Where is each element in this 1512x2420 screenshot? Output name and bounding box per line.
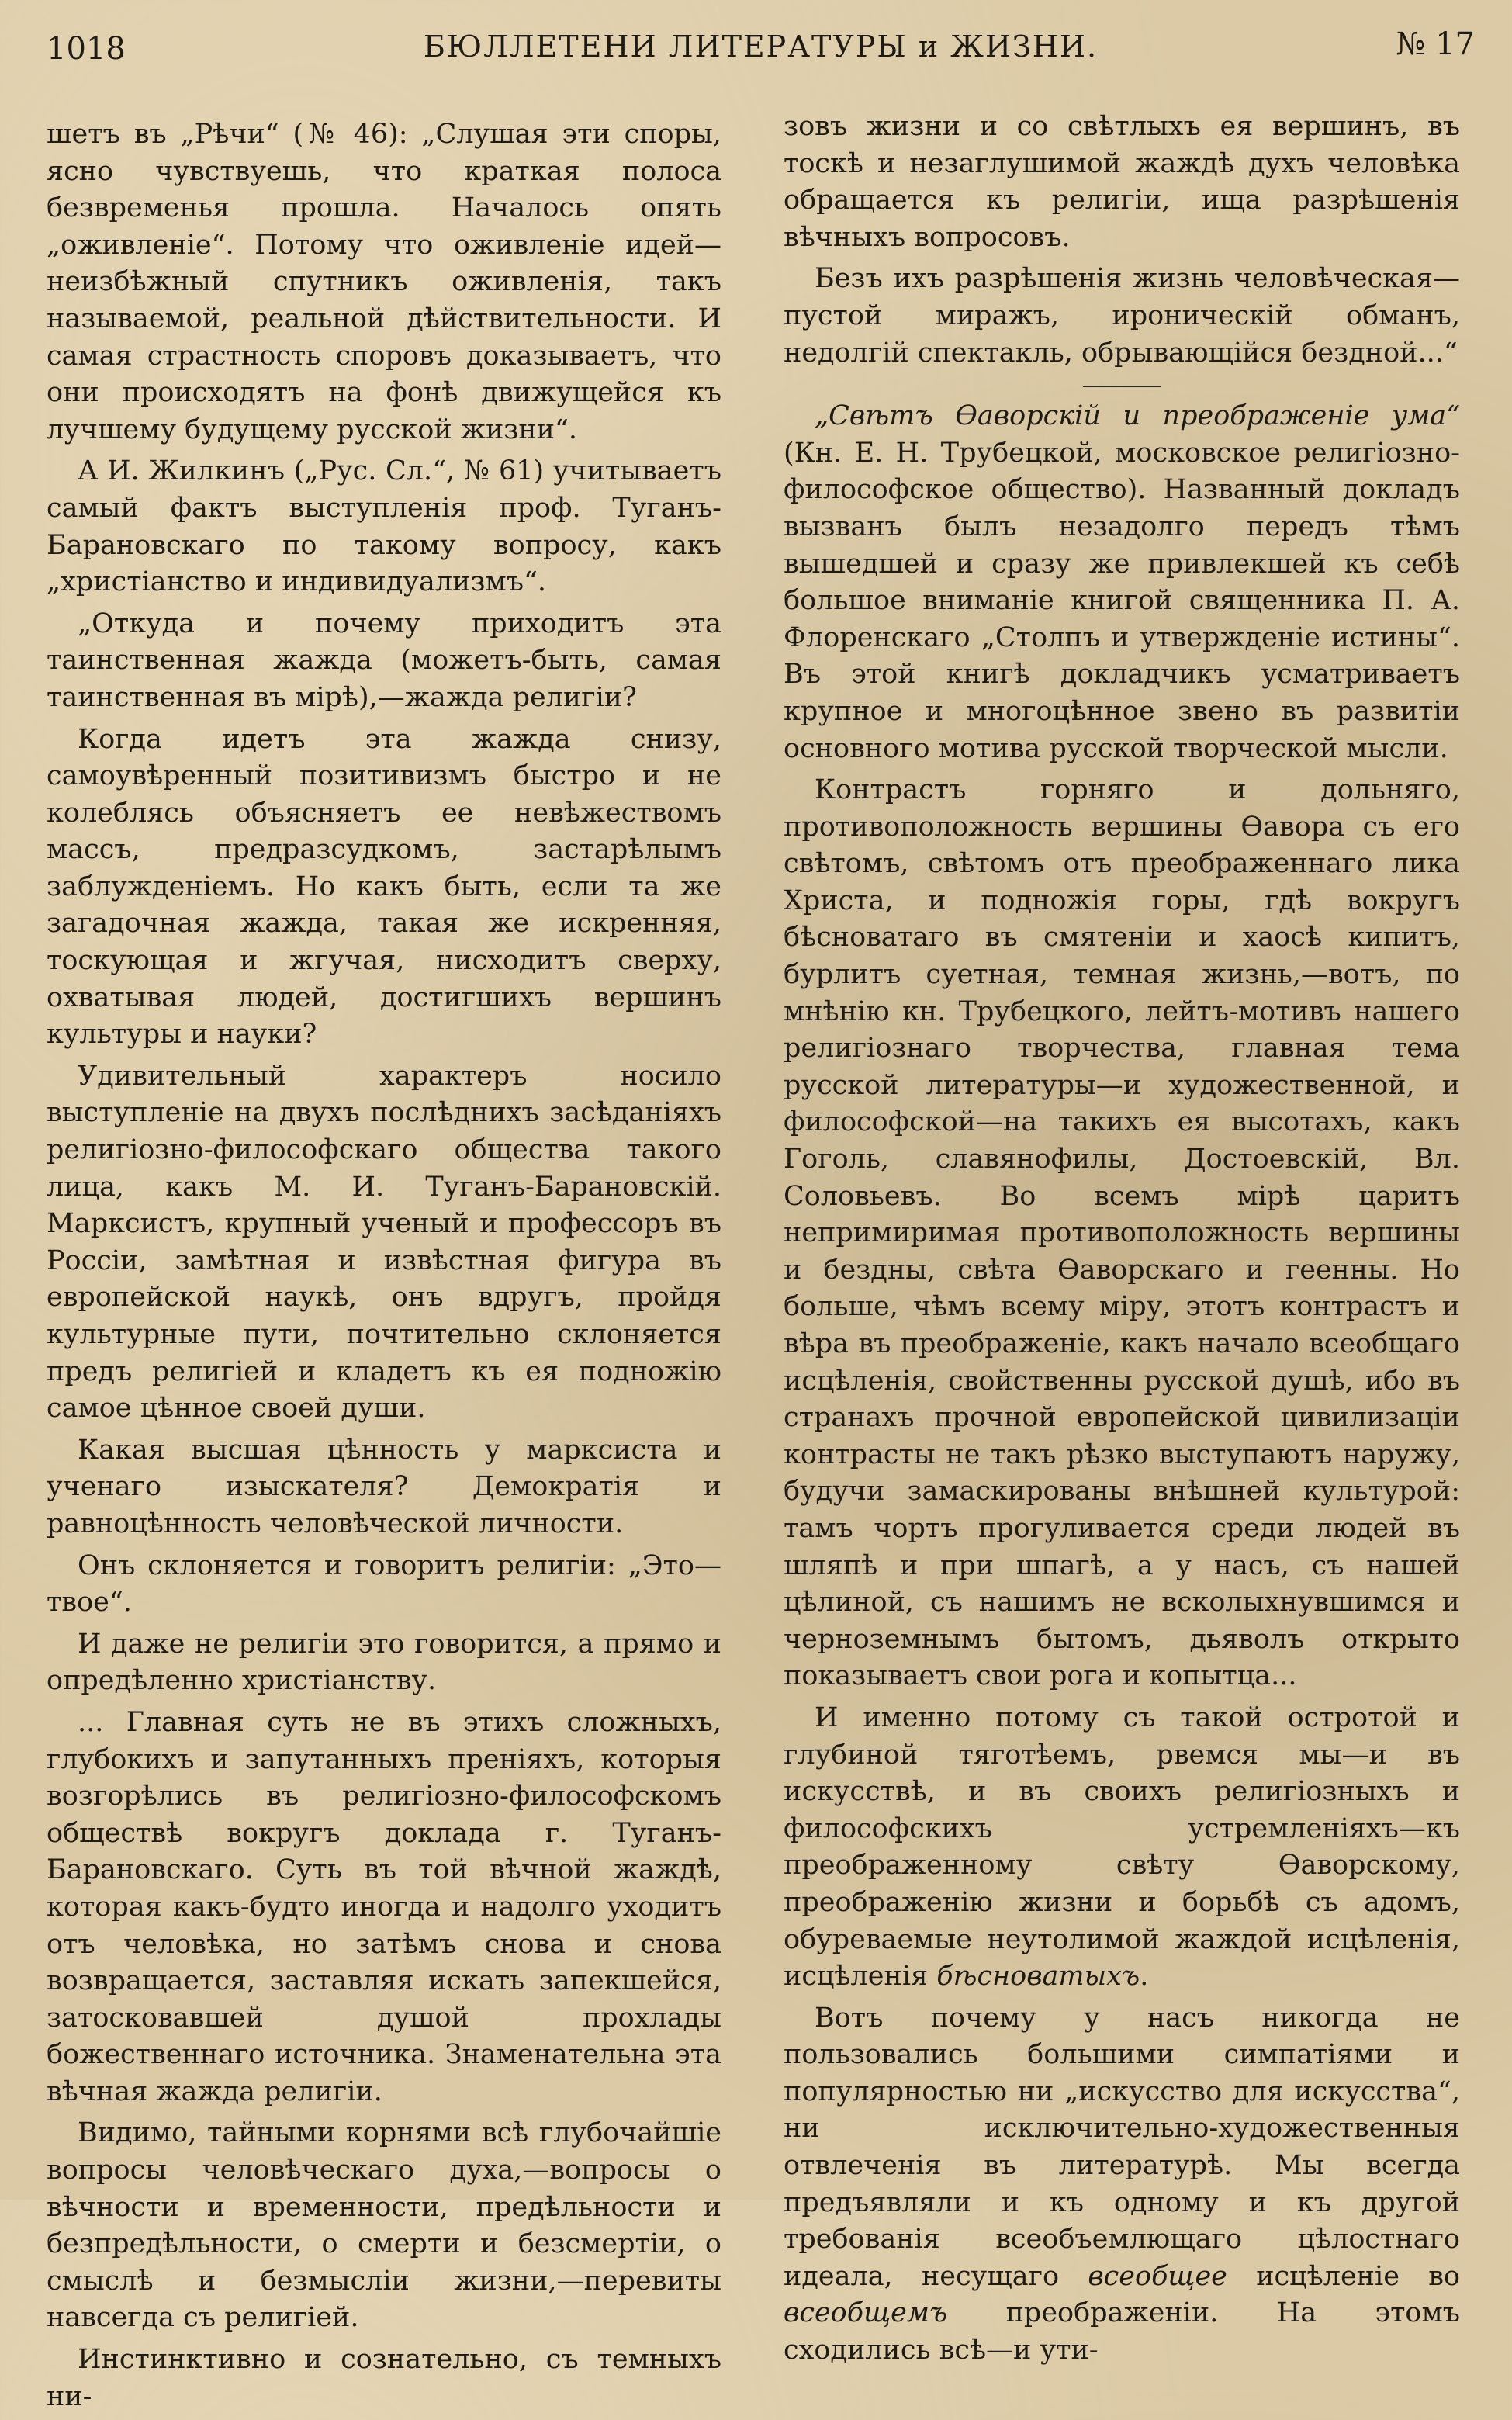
right-column (784, 109, 1460, 2374)
section-divider (1083, 386, 1161, 387)
paragraph-text: . (1140, 1961, 1149, 1992)
paragraph: Контрастъ горняго и дольняго, противоположность вершины Ѳавора съ его свѣтомъ, свѣтомъ отъ преображеннаго лика Христа, и подножія горы, гдѣ вокругъ бѣсноватаго въ смятеніи и хаосѣ кипитъ, бурлитъ суетная, темная жизнь,—вотъ, по мнѣнію кн. Трубецкого, лейтъ-мотивъ нашего религіознаго творчества, главная тема русской литературы—и художественной, и философской—на такихъ ея высотахъ, какъ Гоголь, славянофилы, Достоевскій, Вл. Соловьевъ. Во всемъ мірѣ царитъ непримиримая противоположность вершины и бездны, свѣта Ѳаворскаго и геенны. Но больше, чѣмъ всему міру, этотъ контрастъ и вѣра въ преображеніе, какъ начало всеобщаго исцѣленія, свойственны русской душѣ, ибо въ странахъ прочной европейской цивилизаціи контрасты не такъ рѣзко выступаютъ наружу, будучи замаскированы внѣшней культурой: тамъ чортъ прогуливается среди людей въ шляпѣ и при шпагѣ, а у насъ, съ нашей цѣлиной, съ нашимъ не всколыхнувшимся и черноземнымъ бытомъ, дьяволъ открыто показываетъ свои рога и копытца... (784, 774, 1460, 1692)
paragraph-text: И именно потому съ такой остротой и глубиной тяготѣемъ, рвемся мы—и въ искусствѣ, и въ своихъ религіозныхъ и философскихъ устремленіяхъ—къ преображенному свѣту Ѳаворскому, преображенію жизни и борьбѣ съ адомъ, обуреваемые неутолимой жаждой исцѣленія, исцѣленія (784, 1702, 1460, 1992)
issue-number: № 17 (1396, 26, 1475, 62)
emphasis: бѣсноватыхъ (936, 1961, 1140, 1992)
paragraph: ... Главная суть не въ этихъ сложныхъ, глубокихъ и запутанныхъ преніяхъ, которыя возгорѣлись въ религіозно-философскомъ обществѣ вокругъ доклада г. Туганъ-Барановскаго. Суть въ той вѣчной жаждѣ, которая какъ-будто иногда и надолго уходитъ отъ человѣка, но затѣмъ снова и снова возвращается, заставляя искать запекшейся, затосковавшей душой прохлады божественнаго источника. Знаменательна эта вѣчная жажда религіи. (47, 1706, 721, 2107)
paragraph: Онъ склоняется и говоритъ религіи: „Это—твое“. (47, 1549, 721, 1619)
paragraph: Удивительный характеръ носило выступленіе на двухъ послѣднихъ засѣданіяхъ религіозно-философскаго общества такого лица, какъ М. И. Туганъ-Барановскій. Марксистъ, крупный ученый и профессоръ въ Россіи, замѣтная и извѣстная фигура въ европейской наукѣ, онъ вдругъ, пройдя культурные пути, почтительно склоняется предъ религіей и кладетъ къ ея подножію самое цѣнное своей души. (47, 1060, 721, 1425)
section-title: „Свѣтъ Ѳаворскій и преображеніе ума“ (815, 400, 1460, 432)
paragraph: „Откуда и почему приходитъ эта таинственная жажда (можетъ-быть, самая таинственная въ мірѣ),—жажда религіи? (47, 608, 721, 713)
paragraph: А И. Жилкинъ („Рус. Сл.“, № 61) учитываетъ самый фактъ выступленія проф. Туганъ-Барановскаго по такому вопросу, какъ „христіанство и индивидуализмъ“. (47, 455, 721, 598)
left-column (47, 116, 721, 2420)
paragraph: Видимо, тайными корнями всѣ глубочайшіе вопросы человѣческаго духа,—вопросы о вѣчности и временности, предѣльности и безпредѣльности, о смерти и безсмертіи, о смыслѣ и безмысліи жизни,—перевиты навсегда съ религіей. (47, 2117, 721, 2334)
paragraph-text: исцѣленіе во (1227, 2260, 1460, 2292)
paragraph (784, 1700, 1460, 1996)
running-header (47, 26, 1475, 81)
section-paragraph (784, 398, 1460, 767)
emphasis: всеобщее (1088, 2260, 1227, 2292)
emphasis: всеобщемъ (784, 2297, 948, 2329)
paragraph (784, 2000, 1460, 2370)
paragraph: Инстинктивно и сознательно, съ темныхъ ни- (47, 2344, 721, 2412)
paragraph: Какая высшая цѣнность у марксиста и ученаго изыскателя? Демократія и равноцѣнность человѣческой личности. (47, 1434, 721, 1539)
paragraph: Когда идетъ эта жажда снизу, самоувѣренный позитивизмъ быстро и не колеблясь объясняетъ ее невѣжествомъ массъ, предразсудкомъ, застарѣлымъ заблужденіемъ. Но какъ быть, если та же загадочная жажда, такая же искренняя, тоскующая и жгучая, нисходитъ сверху, охватывая людей, достигшихъ вершинъ культуры и науки? (47, 723, 721, 1051)
paragraph-text: преображеніи. На этомъ сходились всѣ—и ути- (784, 2297, 1460, 2366)
journal-title: БЮЛЛЕТЕНИ ЛИТЕРАТУРЫ и ЖИЗНИ. (423, 29, 1099, 64)
paragraph: зовъ жизни и со свѣтлыхъ ея вершинъ, въ тоскѣ и незаглушимой жаждѣ духъ человѣка обращается къ религіи, ища разрѣшенія вѣчныхъ вопросовъ. (784, 111, 1460, 253)
paragraph: шетъ въ „Рѣчи“ (№ 46): „Слушая эти споры, ясно чувствуешь, что краткая полоса безвременья прошла. Началось опять „оживленіе“. Потому что оживленіе идей—неизбѣжный спутникъ оживленія, такъ называемой, реальной дѣйствительности. И самая страстность споровъ доказываетъ, что они происходятъ на фонѣ движущейся къ лучшему будущему русской жизни“. (47, 119, 721, 445)
paragraph: И даже не религіи это говорится, а прямо и опредѣленно христіанству. (47, 1628, 721, 1697)
paragraph: Безъ ихъ разрѣшенія жизнь человѣческая—пустой миражъ, ироническій обманъ, недолгій спектакль, обрывающійся бездной...“ (784, 263, 1460, 369)
section-lead: (Кн. Е. Н. Трубецкой, московское религіозно-философское общество). Названный докладъ вызванъ былъ незадолго передъ тѣмъ вышедшей и сразу же привлекшей къ себѣ большое вниманіе книгой священника П. А. Флоренскаго „Столпъ и утвержденіе истины“. Въ этой книгѣ докладчикъ усматриваетъ крупное и многоцѣнное звено въ развитіи основного мотива русской творческой мысли. (784, 437, 1460, 764)
paragraph-text: Вотъ почему у насъ никогда не пользовались большими симпатіями и популярностью ни „искусство для искусства“, ни исключительно-художественныя отвлеченія въ литературѣ. Мы всегда предъявляли и къ одному и къ другой требованія всеобъемлющаго цѣлостнаго идеала, несущаго (784, 2002, 1460, 2292)
page-number: 1018 (47, 31, 126, 67)
